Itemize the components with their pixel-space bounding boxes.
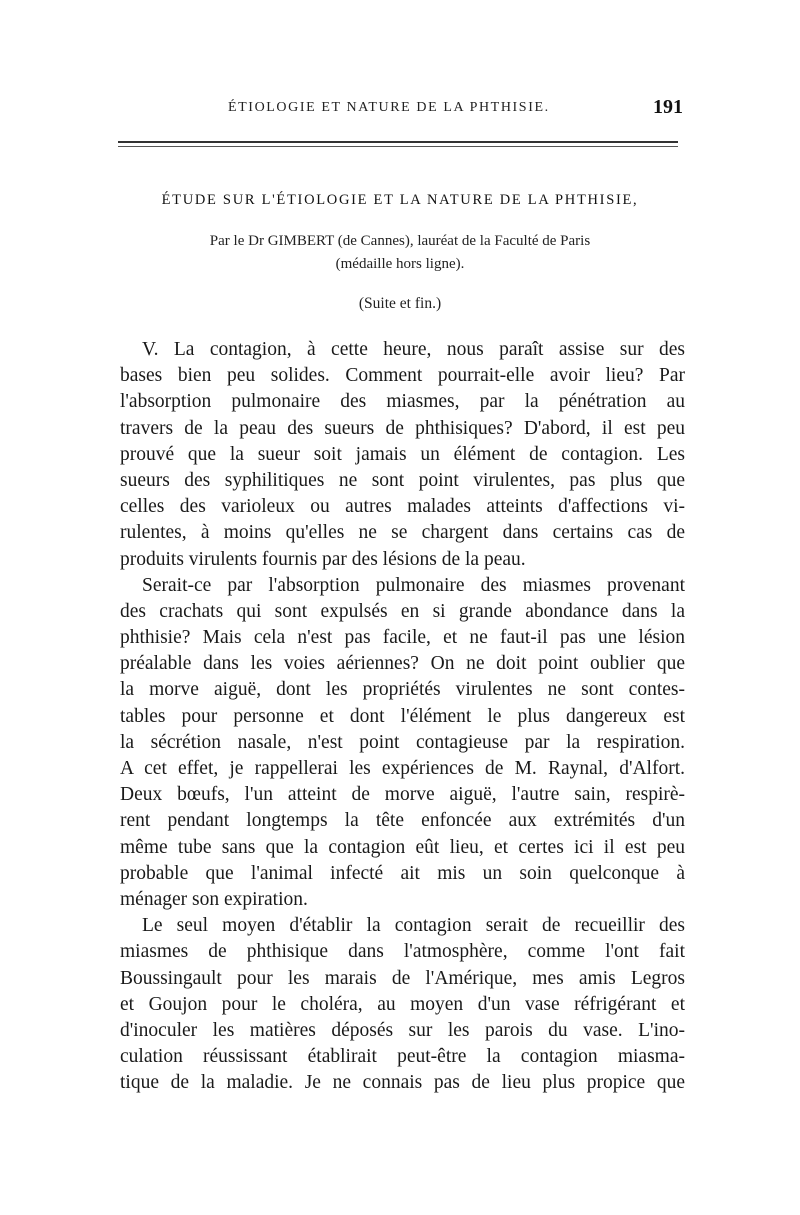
text-line: et Goujon pour le choléra, au moyen d'un vase réfrigérant et: [120, 993, 685, 1015]
text-line: l'absorption pulmonaire des miasmes, par la pénétration au: [120, 391, 685, 413]
text-line: probable que l'animal infecté ait mis un soin quelconque à: [120, 862, 685, 884]
continuation-note: (Suite et fin.): [358, 295, 442, 312]
text-line: Boussingault pour les marais de l'Amérique, mes amis Legros: [120, 967, 685, 989]
text-line: culation réussissant établirait peut-être la contagion miasma-: [120, 1046, 685, 1068]
text-line: Serait-ce par l'absorption pulmonaire des miasmes provenant: [142, 574, 685, 596]
text-line: produits virulents fournis par des lésions de la peau.: [120, 548, 526, 570]
text-line: sueurs des syphilitiques ne sont point virulentes, pas plus que: [120, 469, 685, 491]
text-line: celles des varioleux ou autres malades atteints d'affections vi-: [120, 496, 685, 518]
text-line: la sécrétion nasale, n'est point contagieuse par la respiration.: [120, 731, 685, 753]
text-line: phthisie? Mais cela n'est pas facile, et ne faut-il pas une lésion: [120, 627, 685, 649]
text-line: tique de la maladie. Je ne connais pas de lieu plus propice que: [120, 1072, 685, 1094]
text-line: Le seul moyen d'établir la contagion serait de recueillir des: [142, 915, 685, 937]
text-line: rent pendant longtemps la tête enfoncée aux extrémités d'un: [120, 810, 685, 832]
running-title: ÉTIOLOGIE ET NATURE DE LA PHTHISIE.: [228, 100, 550, 115]
text-line: A cet effet, je rappellerai les expériences de M. Raynal, d'Alfort.: [120, 758, 685, 779]
text-line: V. La contagion, à cette heure, nous paraît assise sur des: [142, 339, 685, 360]
body-text: [120, 337, 685, 1096]
text-line: rulentes, à moins qu'elles ne se chargent dans certains cas de: [120, 522, 685, 544]
author-distinction: (médaille hors ligne).: [335, 256, 465, 272]
text-line: tables pour personne et dont l'élément le plus dangereux est: [120, 705, 685, 727]
text-line: préalable dans les voies aériennes? On ne doit point oublier que: [120, 653, 685, 675]
text-line: bases bien peu solides. Comment pourrait-elle avoir lieu? Par: [120, 365, 685, 387]
page-number: 191: [653, 96, 683, 118]
text-line: des crachats qui sont expulsés en si grande abondance dans la: [120, 600, 685, 622]
author-byline: Par le Dr GIMBERT (de Cannes), lauréat de la Faculté de Paris: [209, 233, 591, 249]
text-line: ménager son expiration.: [120, 888, 308, 910]
running-head: [118, 96, 683, 126]
text-line: travers de la peau des sueurs de phthisiques? D'abord, il est peu: [120, 417, 685, 439]
text-line: Deux bœufs, l'un atteint de morve aiguë, l'autre sain, respirè-: [120, 784, 685, 806]
header-rule: [118, 141, 678, 147]
text-line: même tube sans que la contagion eût lieu, et certes ici il est peu: [120, 836, 685, 858]
text-line: prouvé que la sueur soit jamais un élément de contagion. Les: [120, 443, 685, 465]
text-line: la morve aiguë, dont les propriétés virulentes ne sont contes-: [120, 679, 685, 701]
article-title: ÉTUDE SUR L'ÉTIOLOGIE ET LA NATURE DE LA PHTHISIE,: [161, 192, 639, 208]
text-line: d'inoculer les matières déposés sur les parois du vase. L'ino-: [120, 1019, 685, 1041]
text-line: miasmes de phthisique dans l'atmosphère, comme l'ont fait: [120, 941, 685, 963]
